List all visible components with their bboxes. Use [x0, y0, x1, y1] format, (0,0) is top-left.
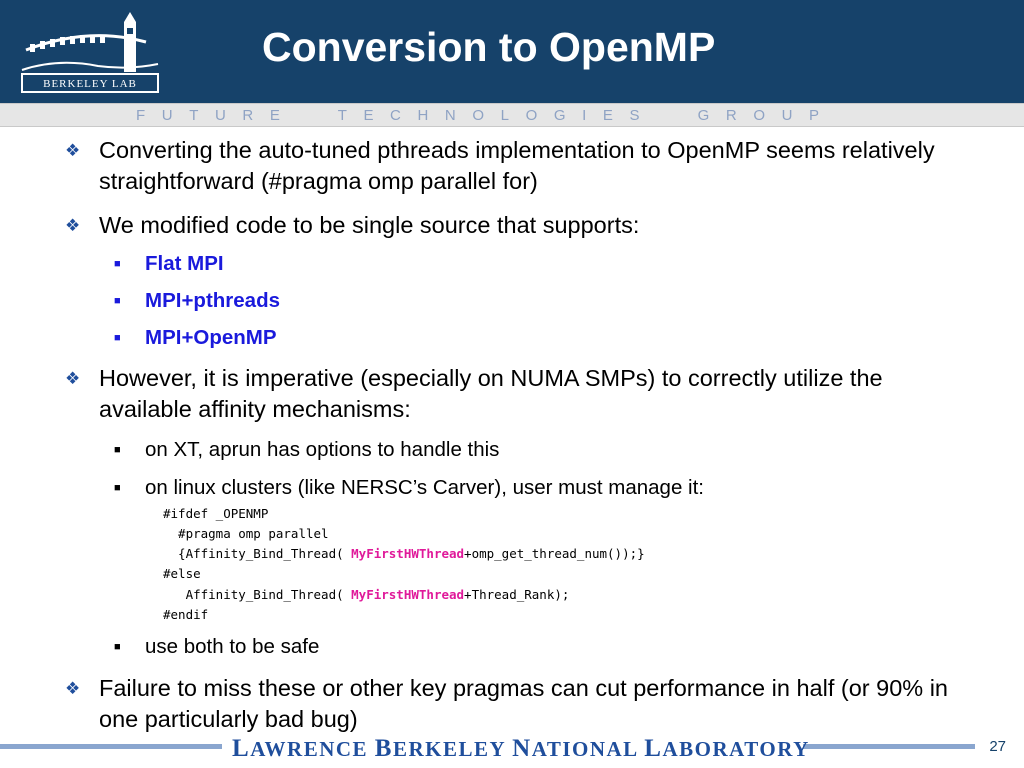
sub-bullet-mpi-openmp	[114, 325, 945, 351]
code-text: +omp_get_thread_num());}	[464, 546, 645, 561]
square-bullet-icon: ■	[114, 482, 121, 494]
code-line: #else	[163, 566, 201, 581]
header-bar	[0, 0, 1024, 103]
code-highlight: MyFirstHWThread	[351, 546, 465, 561]
diamond-cluster-icon: ❖	[65, 369, 81, 388]
square-bullet-icon: ■	[114, 258, 121, 270]
sub-bullet-text: MPI+pthreads	[145, 289, 280, 312]
diamond-cluster-icon: ❖	[65, 141, 81, 160]
band-text: FUTURE TECHNOLOGIES GROUP	[136, 107, 836, 124]
square-bullet-icon: ■	[114, 332, 121, 344]
sub-bullet-text: on XT, aprun has options to handle this	[145, 438, 500, 461]
bullet-4-text: Failure to miss these or other key pragmas can cut performance in half (or 90% in one particularly bad bug)	[99, 675, 948, 732]
footer-word: AWRENCE	[250, 737, 369, 761]
code-line: #ifdef _OPENMP	[163, 506, 269, 521]
footer-cap: B	[374, 735, 393, 762]
berkeley-lab-logo	[18, 8, 168, 96]
code-text: +Thread_Rank);	[464, 587, 570, 602]
slide-title: Conversion to OpenMP	[262, 24, 716, 70]
footer-word: ERKELEY	[392, 737, 506, 761]
diamond-cluster-icon: ❖	[65, 679, 81, 698]
sub-bullet-text: on linux clusters (like NERSC’s Carver), user must manage it:	[145, 476, 704, 499]
square-bullet-icon: ■	[114, 444, 121, 456]
group-band	[0, 103, 1024, 127]
footer-lab-name	[232, 735, 810, 763]
bullet-2	[65, 210, 959, 241]
footer-cap: L	[232, 735, 251, 762]
square-bullet-icon: ■	[114, 641, 121, 653]
footer-cap: N	[512, 735, 532, 762]
bullet-3	[65, 363, 959, 425]
sub-bullet-flat-mpi	[114, 251, 945, 277]
bullet-1-text: Converting the auto-tuned pthreads implementation to OpenMP seems relatively straightforward (#pragma omp parallel for)	[99, 137, 935, 194]
footer-rule-left	[0, 744, 222, 749]
page-number: 27	[989, 738, 1006, 755]
footer-word: ATIONAL	[531, 737, 638, 761]
code-text: Affinity_Bind_Thread(	[163, 587, 352, 602]
sub-bullet-linux	[114, 475, 945, 501]
diamond-cluster-icon: ❖	[65, 216, 81, 235]
sub-bullet-text: MPI+OpenMP	[145, 326, 277, 349]
bullet-4	[65, 673, 959, 735]
footer-cap: L	[644, 735, 663, 762]
code-line	[163, 544, 645, 564]
sub-bullet-text: use both to be safe	[145, 635, 320, 658]
code-line: #endif	[163, 607, 209, 622]
footer-word: ABORATORY	[662, 737, 810, 761]
code-line: #pragma omp parallel	[163, 526, 329, 541]
bullet-1	[65, 135, 959, 197]
bullet-2-text: We modified code to be single source that supports:	[99, 212, 640, 238]
code-highlight: MyFirstHWThread	[351, 587, 465, 602]
sub-bullet-xt	[114, 437, 945, 463]
footer-rule-right	[803, 744, 975, 749]
sub-bullet-both	[114, 634, 945, 660]
square-bullet-icon: ■	[114, 295, 121, 307]
sub-bullet-mpi-pthreads	[114, 288, 945, 314]
code-line	[163, 585, 569, 605]
logo-text: BERKELEY LAB	[43, 78, 137, 90]
code-text: {Affinity_Bind_Thread(	[163, 546, 352, 561]
bullet-3-text: However, it is imperative (especially on NUMA SMPs) to correctly utilize the available affinity mechanisms:	[99, 365, 883, 422]
sub-bullet-text: Flat MPI	[145, 252, 224, 275]
